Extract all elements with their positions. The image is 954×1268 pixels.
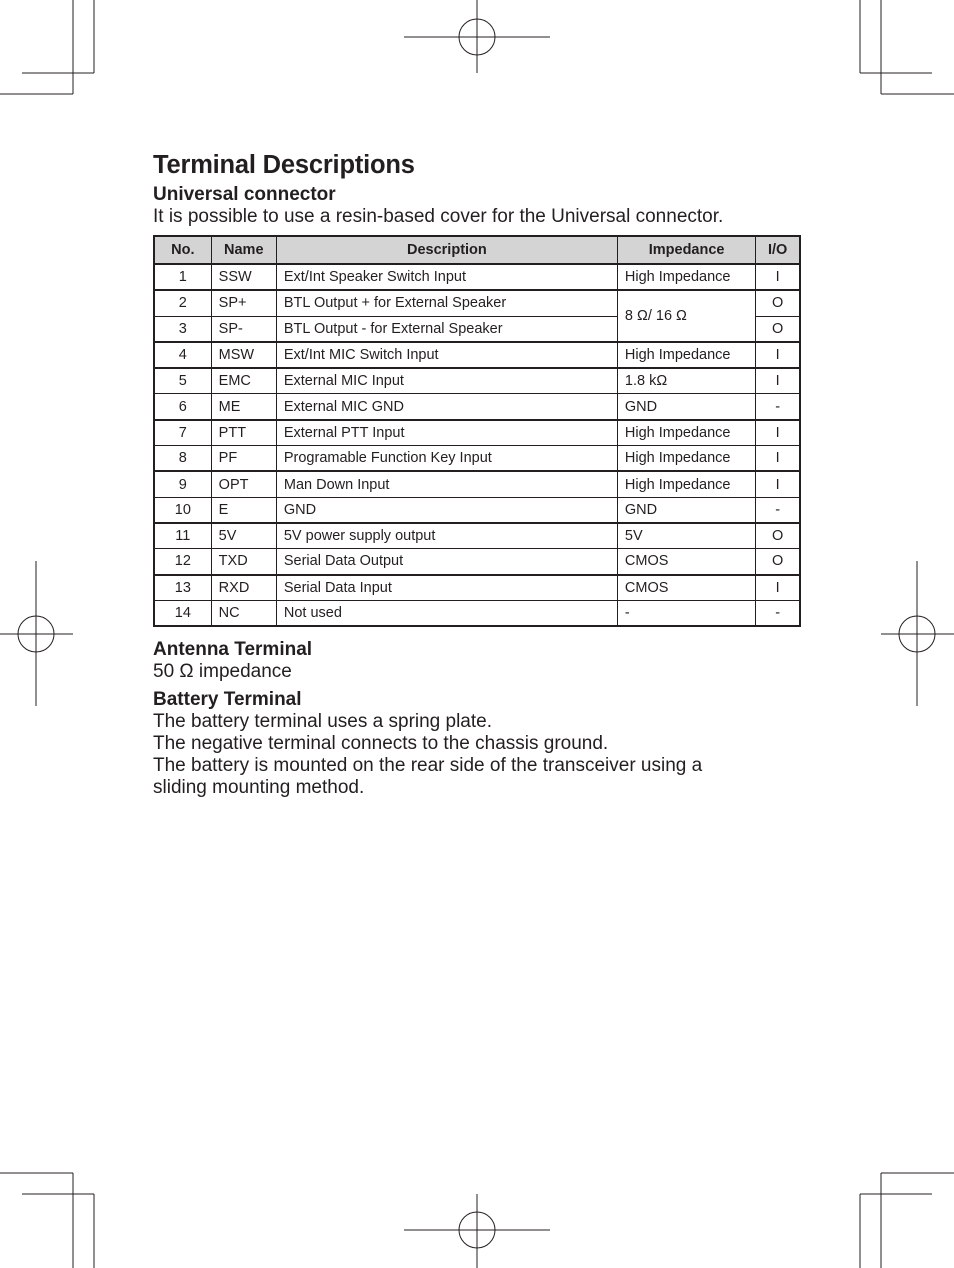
cell-impedance: High Impedance [617, 342, 755, 368]
cell-name: SP- [211, 316, 276, 342]
cell-no: 5 [154, 368, 211, 394]
table-row [154, 523, 800, 549]
cell-no: 8 [154, 446, 211, 472]
cell-no: 3 [154, 316, 211, 342]
cell-no: 12 [154, 549, 211, 575]
cell-impedance: CMOS [617, 575, 755, 601]
table-row [154, 342, 800, 368]
battery-line: The battery terminal uses a spring plate. [153, 711, 493, 733]
cell-impedance: 5V [617, 523, 755, 549]
antenna-heading: Antenna Terminal [153, 639, 313, 661]
cell-impedance: GND [617, 394, 755, 420]
page-title: Terminal Descriptions [153, 151, 415, 179]
cell-impedance: High Impedance [617, 471, 755, 497]
cell-name: SP+ [211, 290, 276, 316]
cell-no: 4 [154, 342, 211, 368]
cell-impedance: - [617, 600, 755, 626]
cell-name: ME [211, 394, 276, 420]
cell-io: I [756, 420, 800, 446]
cell-io: I [756, 575, 800, 601]
cell-name: EMC [211, 368, 276, 394]
col-header-io: I/O [756, 236, 800, 264]
table-row [154, 264, 800, 290]
cell-no: 13 [154, 575, 211, 601]
col-header-impedance: Impedance [617, 236, 755, 264]
table-row [154, 575, 800, 601]
cell-name: 5V [211, 523, 276, 549]
cell-io: - [756, 394, 800, 420]
cell-impedance: CMOS [617, 549, 755, 575]
cell-no: 2 [154, 290, 211, 316]
battery-line: The battery is mounted on the rear side of the transceiver using a [153, 755, 703, 777]
cell-impedance: High Impedance [617, 420, 755, 446]
cell-description: Serial Data Input [276, 575, 617, 601]
cell-io: I [756, 368, 800, 394]
universal-connector-note: It is possible to use a resin-based cover for the Universal connector. [153, 206, 724, 227]
cell-io: - [756, 497, 800, 523]
cell-io: I [756, 264, 800, 290]
cell-no: 9 [154, 471, 211, 497]
cell-description: Serial Data Output [276, 549, 617, 575]
cell-io: I [756, 446, 800, 472]
cell-description: External PTT Input [276, 420, 617, 446]
table-row [154, 420, 800, 446]
cell-no: 7 [154, 420, 211, 446]
cell-no: 10 [154, 497, 211, 523]
col-header-description: Description [276, 236, 617, 264]
cell-io: I [756, 342, 800, 368]
cell-description: External MIC GND [276, 394, 617, 420]
terminal-table [153, 235, 801, 627]
battery-heading: Battery Terminal [153, 689, 302, 711]
cell-io: O [756, 316, 800, 342]
cell-name: E [211, 497, 276, 523]
cell-io: I [756, 471, 800, 497]
cell-name: RXD [211, 575, 276, 601]
cell-name: MSW [211, 342, 276, 368]
cell-description: BTL Output + for External Speaker [276, 290, 617, 316]
table-header-row [154, 236, 800, 264]
universal-connector-heading: Universal connector [153, 184, 336, 205]
table-row [154, 368, 800, 394]
cell-impedance: GND [617, 497, 755, 523]
table-row [154, 290, 800, 316]
col-header-no: No. [154, 236, 211, 264]
cell-io: O [756, 523, 800, 549]
table-row [154, 394, 800, 420]
cell-description: External MIC Input [276, 368, 617, 394]
cell-description: Ext/Int Speaker Switch Input [276, 264, 617, 290]
table-row [154, 446, 800, 472]
cell-no: 14 [154, 600, 211, 626]
battery-section [153, 689, 803, 799]
cell-description: Programable Function Key Input [276, 446, 617, 472]
cell-name: PF [211, 446, 276, 472]
antenna-text: 50 Ω impedance [153, 661, 292, 683]
battery-line: sliding mounting method. [153, 777, 365, 799]
battery-line: The negative terminal connects to the chassis ground. [153, 733, 609, 755]
table-row [154, 549, 800, 575]
cell-name: PTT [211, 420, 276, 446]
cell-name: SSW [211, 264, 276, 290]
cell-description: 5V power supply output [276, 523, 617, 549]
cell-io: O [756, 549, 800, 575]
cell-name: OPT [211, 471, 276, 497]
cell-description: BTL Output - for External Speaker [276, 316, 617, 342]
col-header-name: Name [211, 236, 276, 264]
cell-impedance: 8 Ω/ 16 Ω [617, 290, 755, 342]
cell-impedance: High Impedance [617, 264, 755, 290]
cell-description: Not used [276, 600, 617, 626]
cell-io: - [756, 600, 800, 626]
cell-io: O [756, 290, 800, 316]
cell-description: Man Down Input [276, 471, 617, 497]
cell-impedance: 1.8 kΩ [617, 368, 755, 394]
cell-description: GND [276, 497, 617, 523]
table-row [154, 497, 800, 523]
cell-no: 1 [154, 264, 211, 290]
antenna-section [153, 639, 803, 683]
cell-no: 11 [154, 523, 211, 549]
cell-description: Ext/Int MIC Switch Input [276, 342, 617, 368]
page-content [153, 150, 803, 799]
cell-impedance: High Impedance [617, 446, 755, 472]
table-row [154, 471, 800, 497]
table-row [154, 600, 800, 626]
cell-name: TXD [211, 549, 276, 575]
cell-no: 6 [154, 394, 211, 420]
cell-name: NC [211, 600, 276, 626]
